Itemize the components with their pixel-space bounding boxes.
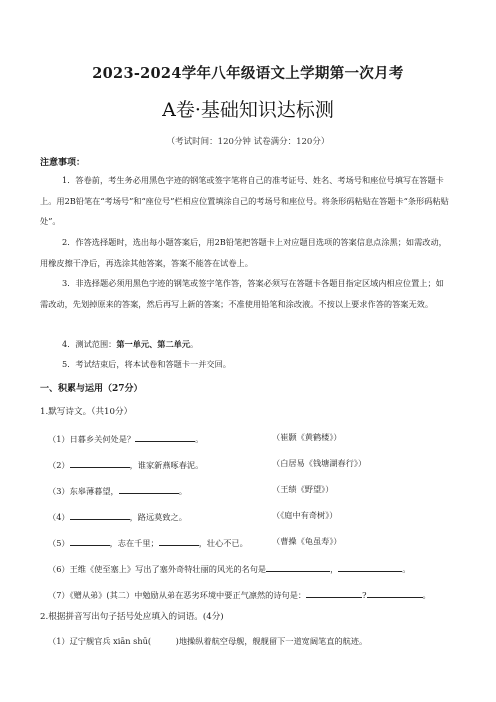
question-2-head: 2.根据拼音写出句子括号处应填入的词语。(4分) — [40, 612, 224, 622]
row-text: （7）《赠从弟》(其二）中勉励从弟在恶劣环境中要正气凛然的诗句是： — [48, 590, 307, 600]
poem-source: （曹操《龟虽寿》） — [272, 536, 342, 546]
poem-row-6 — [48, 562, 468, 575]
row-text: （5） — [48, 538, 70, 548]
poem-row-2 — [48, 458, 468, 472]
row-text: ，路远莫致之。 — [129, 512, 187, 522]
note-1: 1．答卷前，考生务必用黑色字迹的钢笔或签字笔将自己的准考证号、姓名、考场号和座位号填写在答题卡上。用2B铅笔在“考场号”和“座位号”栏相应位置填涂自己的考场号和座位号。将条形码粘贴在答题卡“条形码粘贴处”。 — [40, 175, 449, 226]
notes-title: 注意事项： — [40, 158, 86, 168]
row-text: （1）日暮乡关何处是？ — [48, 434, 136, 444]
row-text: ? — [362, 590, 367, 600]
row-text: 。 — [422, 590, 431, 600]
note-4-prefix: 4．测试范围： — [62, 339, 117, 349]
answer-blank[interactable] — [159, 536, 199, 546]
exam-title: 2023-2024学年八年级语文上学期第一次月考 — [92, 65, 404, 82]
row-text: ，志在千里； — [109, 538, 159, 548]
note-5: 5．考试结束后，将本试卷和答题卡一并交回。 — [62, 359, 231, 369]
note-2: 2．作答选择题时，选出每小题答案后，用2B铅笔把答题卡上对应题目选项的答案信息点涂黑；如需改动，用橡皮擦干净后，再选涂其他答案，答案不能答在试卷上。 — [40, 237, 447, 268]
poem-source: （《庭中有奇树》） — [272, 510, 338, 520]
poem-row-1 — [48, 432, 468, 446]
answer-blank[interactable] — [119, 484, 179, 494]
exam-subtitle: A卷·基础知识达标测 — [162, 99, 334, 121]
poem-row-7 — [48, 588, 468, 601]
poem-source: （崔颢《黄鹤楼》） — [272, 432, 342, 442]
row-text: （2） — [48, 460, 70, 470]
answer-blank[interactable] — [367, 588, 423, 598]
row-text: 。 — [178, 486, 187, 496]
row-text: （6）王维《使至塞上》写出了塞外奇特壮丽的风光的名句是 — [48, 564, 267, 574]
note-4-suffix: 。 — [190, 339, 199, 349]
section-title: 一、积累与运用（27分） — [40, 384, 143, 394]
answer-blank[interactable] — [306, 588, 362, 598]
note-3: 3．非选择题必须用黑色字迹的钢笔或签字笔作答，答案必须写在答题卡各题目指定区域内相应位置上；如需改动，先划掉原来的答案，然后再写上新的答案；不准使用铅笔和涂改液。不按以上要求作答的答案无效。 — [40, 278, 444, 309]
answer-blank[interactable] — [338, 562, 402, 572]
question-1-head: 1.默写诗文。（共10分） — [40, 407, 133, 417]
poem-row-3 — [48, 484, 468, 498]
answer-blank[interactable] — [70, 510, 130, 520]
row-text: ，谁家新燕啄春泥。 — [129, 460, 204, 470]
note-4 — [40, 334, 452, 355]
question-2-item-1: （1）辽宁舰官兵 xiān shū( )地操纵着航空母舰，舰舰留下一道宽阔笔直的航迹。 — [48, 636, 368, 646]
note-4-range: 第一单元、第二单元 — [116, 339, 191, 349]
poem-source: （王绩《野望》） — [272, 484, 334, 494]
row-text: 。 — [195, 434, 204, 444]
row-text: ， — [330, 564, 339, 574]
row-text: （3）东皋薄暮望， — [48, 486, 119, 496]
row-text: （4） — [48, 512, 70, 522]
poem-row-4 — [48, 510, 468, 524]
row-text: ，壮心不已。 — [198, 538, 248, 548]
answer-blank[interactable] — [70, 458, 130, 468]
answer-blank[interactable] — [266, 562, 330, 572]
poem-source: （白居易《钱塘湖春行》） — [272, 458, 367, 468]
answer-blank[interactable] — [135, 432, 195, 442]
poem-row-5 — [48, 536, 468, 550]
exam-info: （考试时间：120分钟 试卷满分：120分） — [166, 137, 330, 147]
row-text: 。 — [402, 564, 411, 574]
answer-blank[interactable] — [70, 536, 110, 546]
